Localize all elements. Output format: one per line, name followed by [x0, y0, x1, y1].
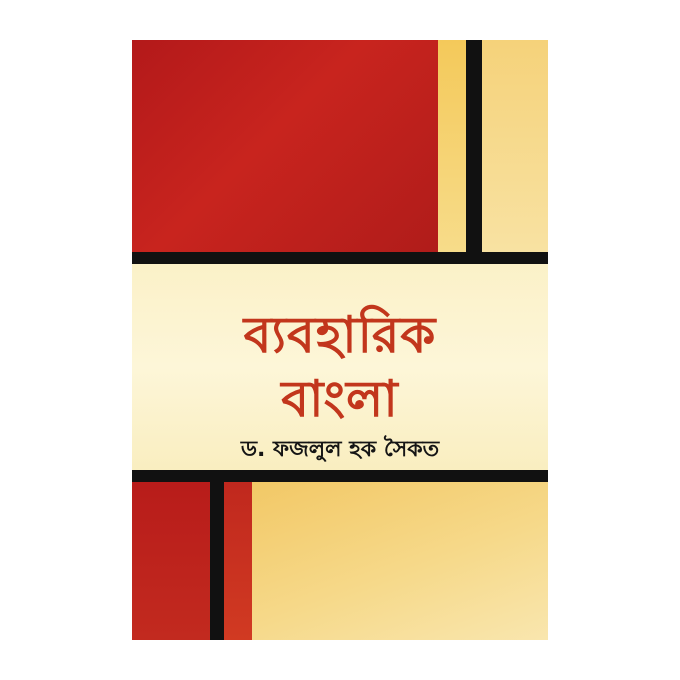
cover-upper-red-block — [132, 40, 438, 252]
cover-bottom-horizontal-bar — [132, 470, 548, 482]
cover-lower-red-strip — [224, 482, 252, 640]
cover-upper-yellow-block — [482, 40, 548, 252]
book-title-line-1: ব্যবহারিক — [243, 306, 437, 364]
cover-upper-vertical-bar — [466, 40, 482, 258]
book-author: ড. ফজলুল হক সৈকত — [240, 437, 440, 462]
cover-lower-vertical-bar — [210, 482, 224, 640]
cover-lower-yellow-block — [252, 482, 548, 640]
cover-top-horizontal-bar — [132, 252, 548, 264]
book-title-line-2: বাংলা — [281, 370, 399, 428]
cover-upper-yellow-strip — [438, 40, 466, 252]
cover-title-band — [132, 264, 548, 470]
book-cover — [132, 40, 548, 640]
cover-lower-red-block — [132, 482, 210, 640]
